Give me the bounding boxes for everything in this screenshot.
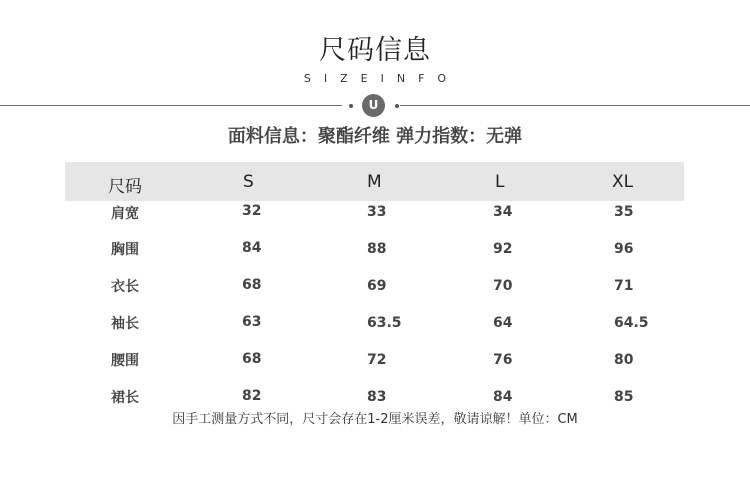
header-cell-size: 尺码: [108, 177, 142, 197]
u-badge-icon: U: [362, 94, 385, 117]
table-cell: 32: [242, 203, 262, 219]
table-cell: 82: [242, 388, 262, 404]
header-cell-xl: XL: [612, 172, 634, 192]
row-label: 腰围: [111, 353, 139, 369]
table-cell: 35: [614, 204, 634, 220]
table-cell: 92: [493, 241, 513, 257]
table-cell: 80: [614, 352, 634, 368]
divider-right: [400, 105, 750, 106]
table-cell: 34: [493, 204, 513, 220]
row-label: 肩宽: [111, 206, 139, 222]
header-cell-m: M: [367, 172, 382, 192]
table-cell: 72: [367, 352, 387, 368]
measurement-note: 因手工测量方式不同，尺寸会存在1-2厘米误差，敬请谅解！单位：CM: [172, 412, 578, 427]
table-cell: 68: [242, 351, 262, 367]
page-subtitle: SIZEINFO: [303, 72, 460, 85]
table-cell: 68: [242, 277, 262, 293]
table-cell: 33: [367, 204, 387, 220]
row-label: 袖长: [111, 316, 139, 332]
header-cell-s: S: [243, 172, 254, 192]
row-label: 裙长: [111, 390, 139, 406]
page-title: 尺码信息: [319, 35, 431, 66]
table-cell: 85: [614, 389, 634, 405]
table-cell: 96: [614, 241, 634, 257]
row-label: 胸围: [111, 242, 139, 258]
table-cell: 64: [493, 315, 513, 331]
table-cell: 83: [367, 389, 387, 405]
table-cell: 63.5: [367, 315, 402, 331]
fabric-info: 面料信息：聚酯纤维 弹力指数：无弹: [227, 126, 523, 147]
table-cell: 70: [493, 278, 513, 294]
table-cell: 88: [367, 241, 387, 257]
table-cell: 64.5: [614, 315, 649, 331]
table-cell: 69: [367, 278, 387, 294]
divider-dot-right: [395, 104, 399, 108]
header-cell-l: L: [495, 172, 505, 192]
table-cell: 63: [242, 314, 262, 330]
table-cell: 84: [493, 389, 513, 405]
divider-left: [0, 105, 342, 106]
table-cell: 71: [614, 278, 634, 294]
table-cell: 76: [493, 352, 513, 368]
row-label: 衣长: [111, 279, 139, 295]
table-cell: 84: [242, 240, 262, 256]
divider-dot-left: [349, 104, 353, 108]
